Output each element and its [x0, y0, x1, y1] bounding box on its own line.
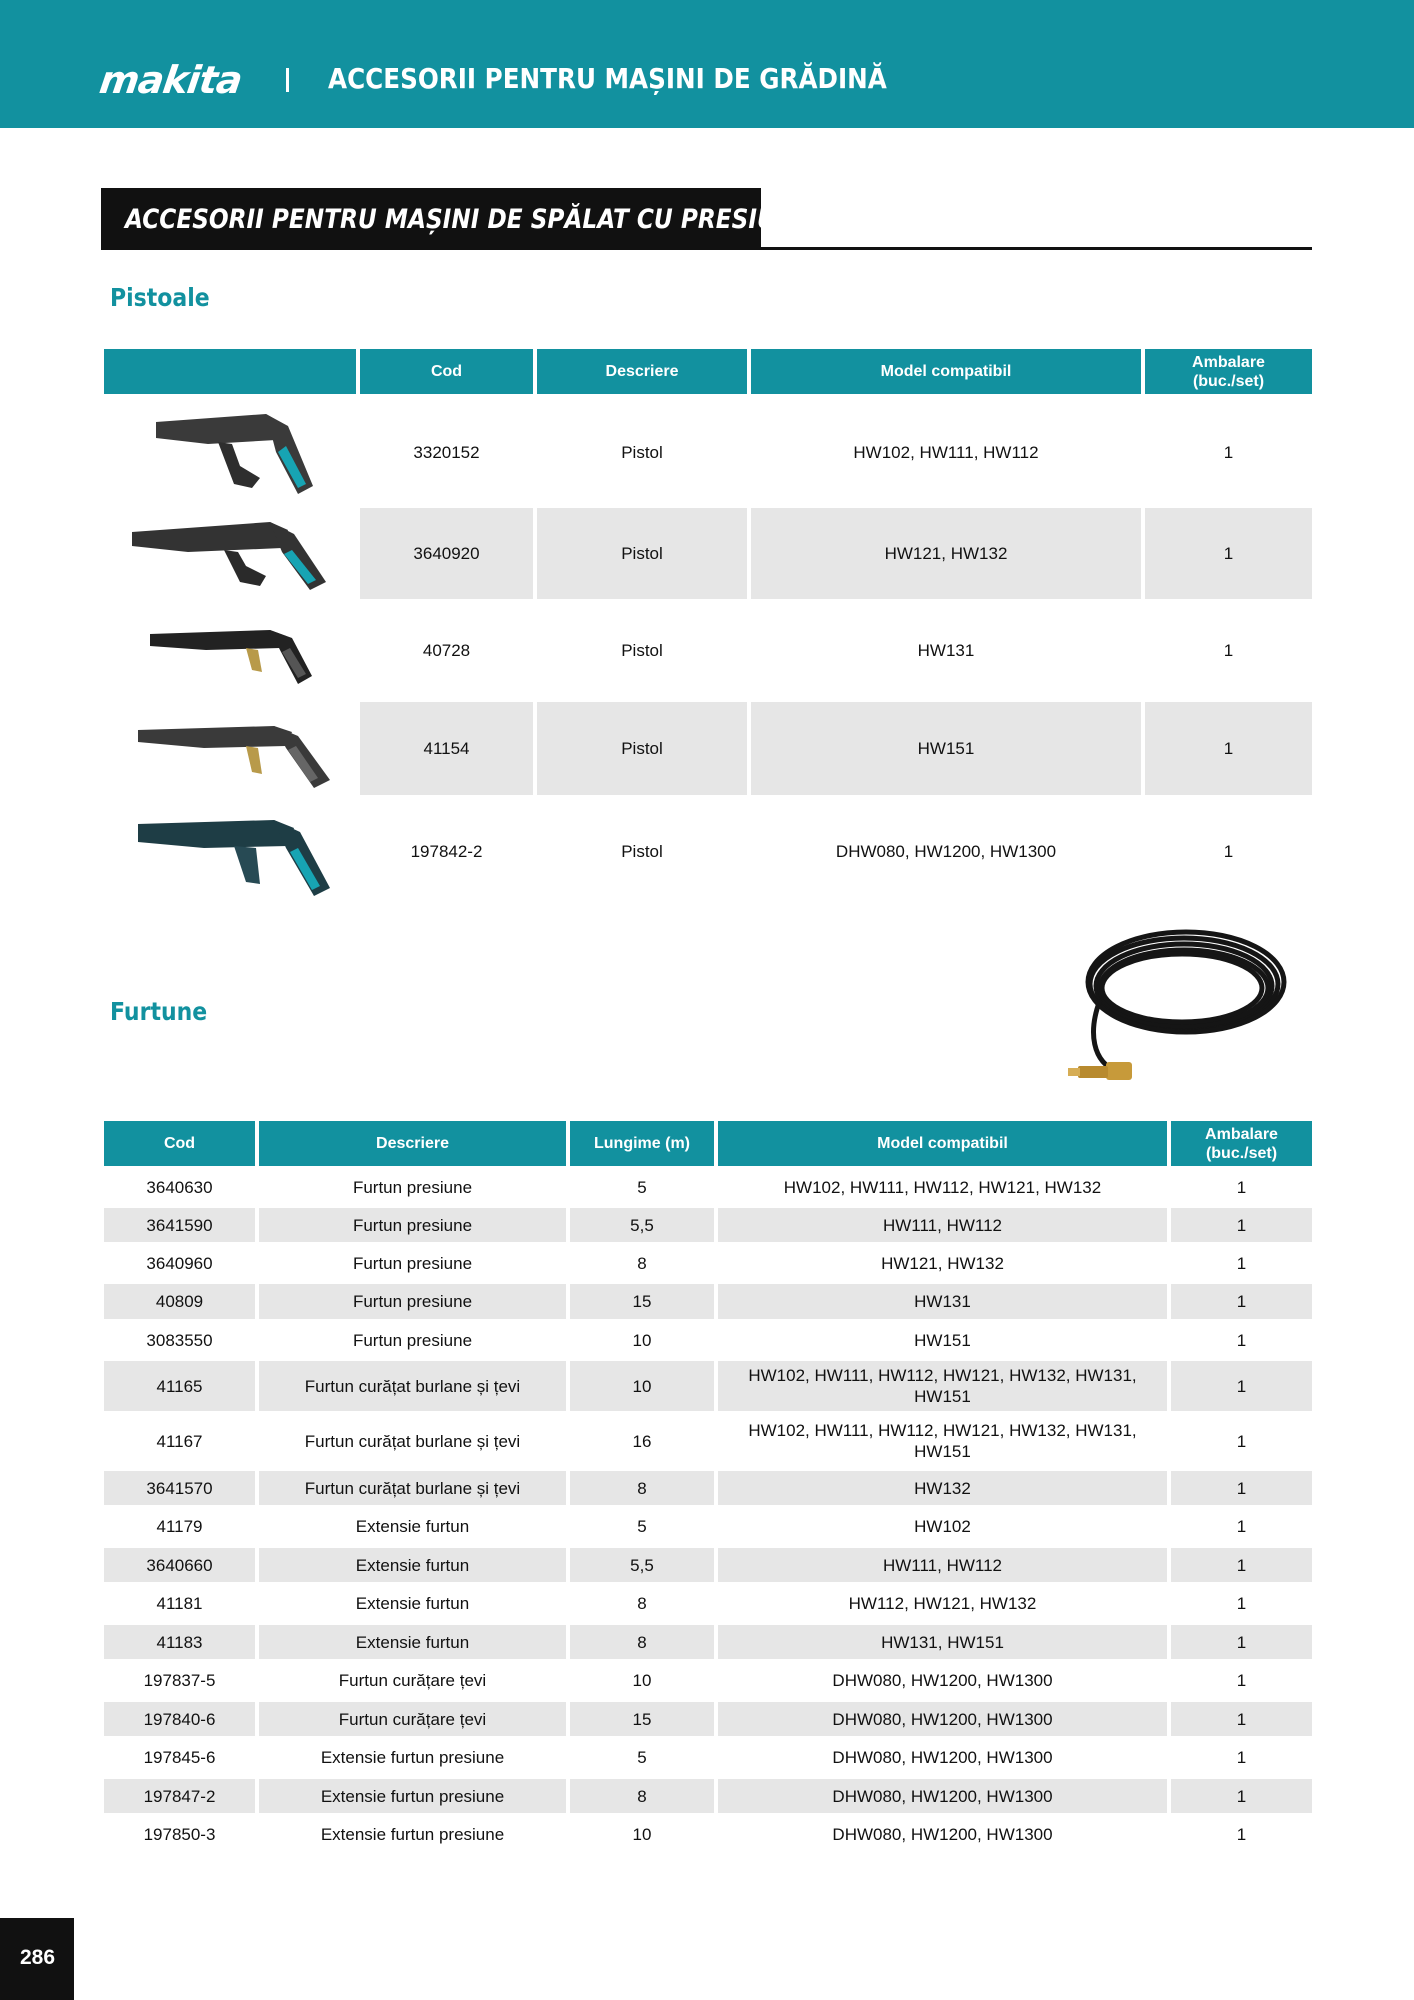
ambalare-cell: 1 — [1236, 1177, 1247, 1197]
cod-cell: 197845-6 — [143, 1748, 216, 1767]
model-cell: HW151 — [914, 1330, 971, 1350]
ambalare-cell: 1 — [1171, 1625, 1312, 1659]
cod-cell: 40809 — [104, 1284, 255, 1319]
lungime-cell: 10 — [632, 1330, 652, 1350]
model-cell: HW131, HW151 — [718, 1625, 1167, 1659]
lungime-cell: 5 — [637, 1177, 647, 1197]
ambalare-cell: 1 — [1171, 1548, 1312, 1582]
ambalare-cell: 1 — [1236, 1431, 1247, 1451]
spray-gun-image — [134, 812, 334, 902]
model-cell: DHW080, HW1200, HW1300 — [832, 1748, 1053, 1767]
model-cell: HW112, HW121, HW132 — [848, 1594, 1037, 1613]
lungime-cell: 5 — [637, 1517, 647, 1536]
ambalare-cell: 1 — [1145, 508, 1312, 599]
pistoale-header-image — [104, 349, 356, 394]
lungime-cell: 10 — [632, 1671, 652, 1690]
descriere-cell: Furtun curățare țevi — [338, 1671, 487, 1690]
lungime-cell: 5,5 — [570, 1548, 714, 1582]
pistoale-header-cod: Cod — [360, 349, 533, 394]
pistoale-heading: Pistoale — [110, 283, 210, 312]
furtune-header-model: Model compatibil — [718, 1121, 1167, 1166]
lungime-cell: 5,5 — [570, 1208, 714, 1242]
header-bar — [0, 0, 1414, 128]
lungime-cell: 5 — [637, 1748, 647, 1767]
descriere-cell: Furtun curățare țevi — [259, 1702, 566, 1736]
spray-gun-image — [148, 404, 318, 499]
descriere-cell: Furtun curățat burlane și țevi — [304, 1431, 521, 1451]
cod-cell: 41181 — [156, 1594, 203, 1613]
ambalare-cell: 1 — [1236, 1253, 1247, 1273]
descriere-cell: Extensie furtun — [355, 1517, 470, 1536]
lungime-cell: 8 — [570, 1779, 714, 1813]
cod-cell: 40728 — [422, 640, 471, 660]
model-cell: HW102, HW111, HW112, HW121, HW132, HW131, HW151 — [718, 1361, 1167, 1411]
descriere-cell: Extensie furtun — [355, 1594, 470, 1613]
ambalare-cell: 1 — [1236, 1330, 1247, 1350]
ambalare-cell: 1 — [1236, 1594, 1247, 1613]
descriere-cell: Pistol — [537, 702, 747, 795]
page-number: 286 — [20, 1946, 56, 1969]
furtune-header-ambalare: Ambalare (buc./set) — [1171, 1121, 1312, 1166]
model-cell: HW121, HW132 — [881, 1253, 1004, 1273]
model-cell: HW131 — [917, 640, 975, 660]
model-cell: HW131 — [718, 1284, 1167, 1319]
model-cell: DHW080, HW1200, HW1300 — [832, 1825, 1053, 1844]
lungime-cell: 10 — [570, 1361, 714, 1411]
cod-cell: 41165 — [104, 1361, 255, 1411]
cod-cell: 41183 — [104, 1625, 255, 1659]
cod-cell: 197850-3 — [143, 1825, 216, 1844]
spray-gun-image — [146, 618, 316, 688]
descriere-cell: Furtun presiune — [352, 1177, 473, 1197]
makita-logo: makita — [96, 58, 245, 102]
cod-cell: 3320152 — [413, 442, 480, 462]
model-cell: HW102, HW111, HW112, HW121, HW132, HW131, HW151 — [748, 1421, 1137, 1461]
cod-cell: 3640960 — [146, 1253, 213, 1273]
spray-gun-image — [134, 712, 334, 792]
pistoale-header-ambalare: Ambalare (buc./set) — [1145, 349, 1312, 394]
model-cell: HW102 — [914, 1517, 971, 1536]
ambalare-cell: 1 — [1223, 442, 1234, 462]
ambalare-cell: 1 — [1171, 1471, 1312, 1505]
ambalare-cell: 1 — [1171, 1702, 1312, 1736]
model-cell: DHW080, HW1200, HW1300 — [835, 841, 1057, 861]
descriere-cell: Pistol — [537, 508, 747, 599]
descriere-cell: Furtun presiune — [259, 1284, 566, 1319]
ambalare-cell: 1 — [1171, 1284, 1312, 1319]
spray-gun-image — [128, 508, 328, 593]
cod-cell: 41154 — [360, 702, 533, 795]
model-cell: HW121, HW132 — [751, 508, 1141, 599]
descriere-cell: Extensie furtun — [259, 1625, 566, 1659]
page-number-box — [0, 1918, 74, 2000]
section-title: ACCESORII PENTRU MAȘINI DE SPĂLAT CU PRESIUNE — [125, 204, 812, 235]
descriere-cell: Furtun presiune — [352, 1253, 473, 1273]
lungime-cell: 8 — [637, 1594, 647, 1613]
cod-cell: 3641590 — [104, 1208, 255, 1242]
header-separator — [286, 68, 289, 92]
header-title: ACCESORII PENTRU MAȘINI DE GRĂDINĂ — [328, 62, 887, 95]
lungime-cell: 10 — [632, 1825, 652, 1844]
ambalare-cell: 1 — [1223, 841, 1234, 861]
model-cell: HW102, HW111, HW112 — [853, 442, 1039, 462]
descriere-cell: Extensie furtun — [259, 1548, 566, 1582]
ambalare-cell: 1 — [1236, 1748, 1247, 1767]
cod-cell: 3640660 — [104, 1548, 255, 1582]
cod-cell: 3641570 — [104, 1471, 255, 1505]
furtune-header-descriere: Descriere — [259, 1121, 566, 1166]
lungime-cell: 16 — [632, 1431, 652, 1451]
ambalare-cell: 1 — [1171, 1361, 1312, 1411]
lungime-cell: 8 — [570, 1471, 714, 1505]
cod-cell: 3640920 — [360, 508, 533, 599]
coiled-hose-image — [1048, 922, 1288, 1102]
section-underline — [761, 247, 1312, 250]
descriere-cell: Extensie furtun presiune — [320, 1825, 505, 1844]
lungime-cell: 15 — [570, 1702, 714, 1736]
cod-cell: 197842-2 — [410, 841, 483, 861]
model-cell: HW111, HW112 — [718, 1548, 1167, 1582]
pistoale-header-descriere: Descriere — [537, 349, 747, 394]
descriere-cell: Furtun curățat burlane și țevi — [259, 1361, 566, 1411]
cod-cell: 197840-6 — [104, 1702, 255, 1736]
descriere-cell: Pistol — [621, 442, 663, 462]
model-cell: HW132 — [718, 1471, 1167, 1505]
descriere-cell: Furtun presiune — [352, 1330, 473, 1350]
ambalare-cell: 1 — [1236, 1671, 1247, 1690]
descriere-cell: Furtun curățat burlane și țevi — [259, 1471, 566, 1505]
ambalare-cell: 1 — [1171, 1779, 1312, 1813]
furtune-heading: Furtune — [110, 997, 208, 1026]
pistoale-header-model: Model compatibil — [751, 349, 1141, 394]
descriere-cell: Pistol — [621, 640, 663, 660]
lungime-cell: 8 — [637, 1253, 647, 1273]
model-cell: DHW080, HW1200, HW1300 — [718, 1779, 1167, 1813]
model-cell: DHW080, HW1200, HW1300 — [718, 1702, 1167, 1736]
cod-cell: 197837-5 — [143, 1671, 216, 1690]
ambalare-cell: 1 — [1171, 1208, 1312, 1242]
furtune-header-cod: Cod — [104, 1121, 255, 1166]
model-cell: HW151 — [751, 702, 1141, 795]
cod-cell: 3083550 — [146, 1330, 213, 1350]
lungime-cell: 8 — [570, 1625, 714, 1659]
ambalare-cell: 1 — [1223, 640, 1234, 660]
section-banner — [101, 188, 812, 250]
model-cell: DHW080, HW1200, HW1300 — [832, 1671, 1053, 1690]
cod-cell: 41167 — [156, 1431, 203, 1451]
ambalare-cell: 1 — [1145, 702, 1312, 795]
ambalare-cell: 1 — [1236, 1517, 1247, 1536]
cod-cell: 197847-2 — [104, 1779, 255, 1813]
descriere-cell: Furtun presiune — [259, 1208, 566, 1242]
cod-cell: 3640630 — [146, 1177, 213, 1197]
lungime-cell: 15 — [570, 1284, 714, 1319]
model-cell: HW102, HW111, HW112, HW121, HW132 — [783, 1177, 1102, 1197]
descriere-cell: Pistol — [621, 841, 663, 861]
descriere-cell: Extensie furtun presiune — [320, 1748, 505, 1767]
descriere-cell: Extensie furtun presiune — [259, 1779, 566, 1813]
cod-cell: 41179 — [156, 1517, 203, 1536]
ambalare-cell: 1 — [1236, 1825, 1247, 1844]
furtune-header-lungime: Lungime (m) — [570, 1121, 714, 1166]
model-cell: HW111, HW112 — [718, 1208, 1167, 1242]
